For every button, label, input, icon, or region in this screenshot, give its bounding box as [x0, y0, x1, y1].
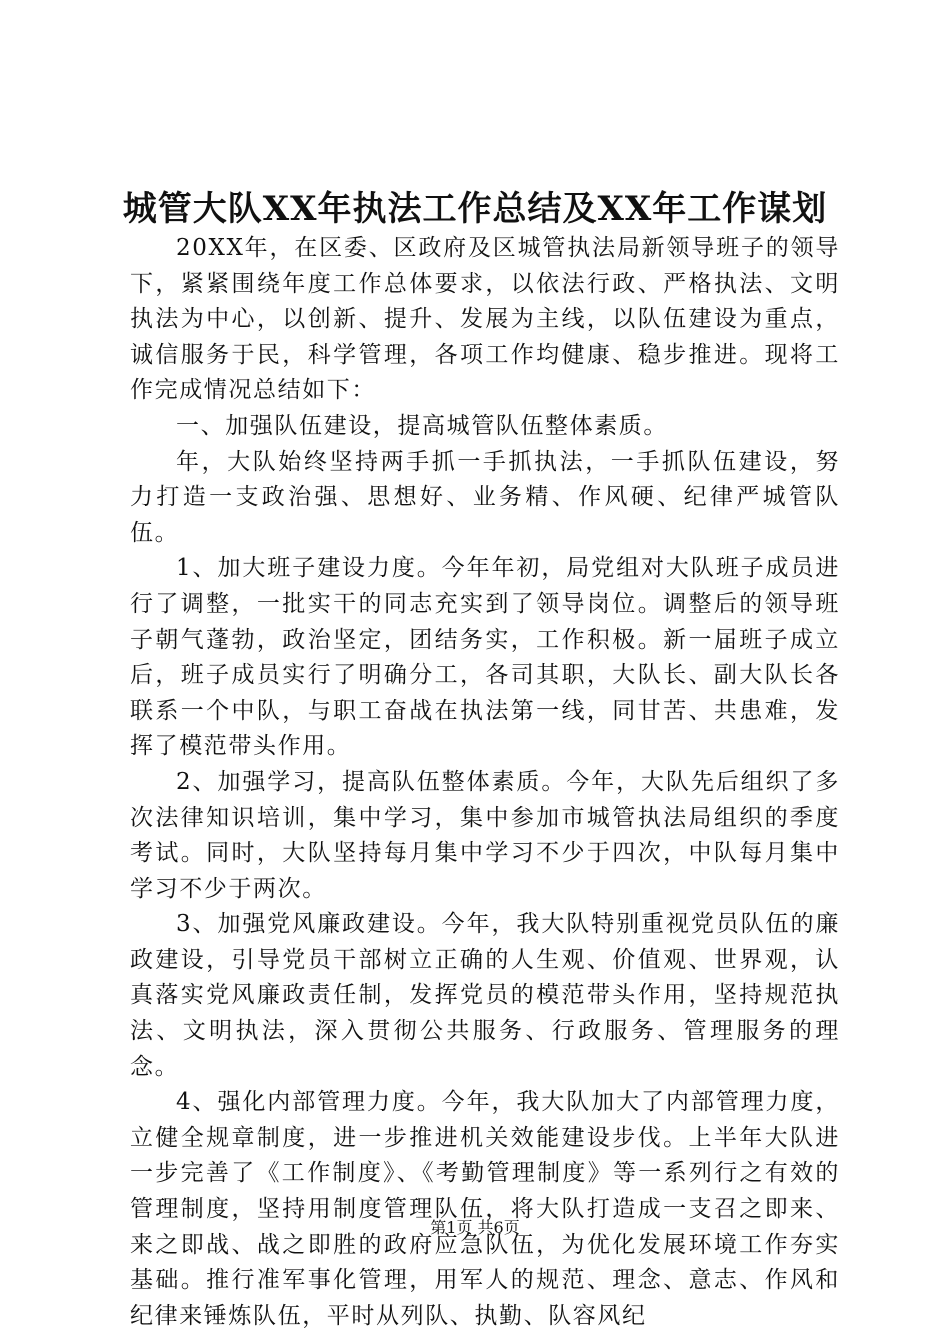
- paragraph-item-4: 4、强化内部管理力度。今年，我大队加大了内部管理力度，立健全规章制度，进一步推进机关效能建设步伐。上半年大队进一步完善了《工作制度》、《考勤管理制度》等一系列行之有效的管理制度，坚持用制度管理队伍，将大队打造成一支召之即来、来之即战、战之即胜的政府应急队伍，为优化发展环境工作夯实基础。推行准军事化管理，用军人的规范、理念、意志、作风和纪律来锤炼队伍，平时从列队、执勤、队容风纪: [130, 1089, 840, 1329]
- page-number-footer: 第1页 共6页: [430, 1218, 520, 1237]
- paragraph-item-3: 3、加强党风廉政建设。今年，我大队特别重视党员队伍的廉政建设，引导党员干部树立正确的人生观、价值观、世界观，认真落实党风廉政责任制，发挥党员的模范带头作用，坚持规范执法、文明执法，深入贯彻公共服务、行政服务、管理服务的理念。: [130, 911, 840, 1080]
- document-body: [130, 231, 840, 1334]
- paragraph-intro: 20XX年，在区委、区政府及区城管执法局新领导班子的领导下，紧紧围绕年度工作总体要求，以依法行政、严格执法、文明执法为中心，以创新、提升、发展为主线，以队伍建设为重点，诚信服务于民，科学管理，各项工作均健康、稳步推进。现将工作完成情况总结如下：: [130, 235, 840, 404]
- paragraph-item-2: 2、加强学习，提高队伍整体素质。今年，大队先后组织了多次法律知识培训，集中学习，集中参加市城管执法局组织的季度考试。同时，大队坚持每月集中学习不少于四次，中队每月集中学习不少于两次。: [130, 768, 840, 902]
- section-heading-1: 一、加强队伍建设，提高城管队伍整体素质。: [176, 412, 668, 439]
- document-title: 城管大队XX年执法工作总结及XX年工作谋划: [122, 189, 828, 229]
- paragraph-team-building: 年，大队始终坚持两手抓一手抓执法，一手抓队伍建设，努力打造一支政治强、思想好、业务精、作风硬、纪律严城管队伍。: [130, 448, 840, 546]
- paragraph-item-1: 1、加大班子建设力度。今年年初，局党组对大队班子成员进行了调整，一批实干的同志充实到了领导岗位。调整后的领导班子朝气蓬勃，政治坚定，团结务实，工作积极。新一届班子成立后，班子成员实行了明确分工，各司其职，大队长、副大队长各联系一个中队，与职工奋战在执法第一线，同甘苦、共患难，发挥了模范带头作用。: [130, 555, 840, 760]
